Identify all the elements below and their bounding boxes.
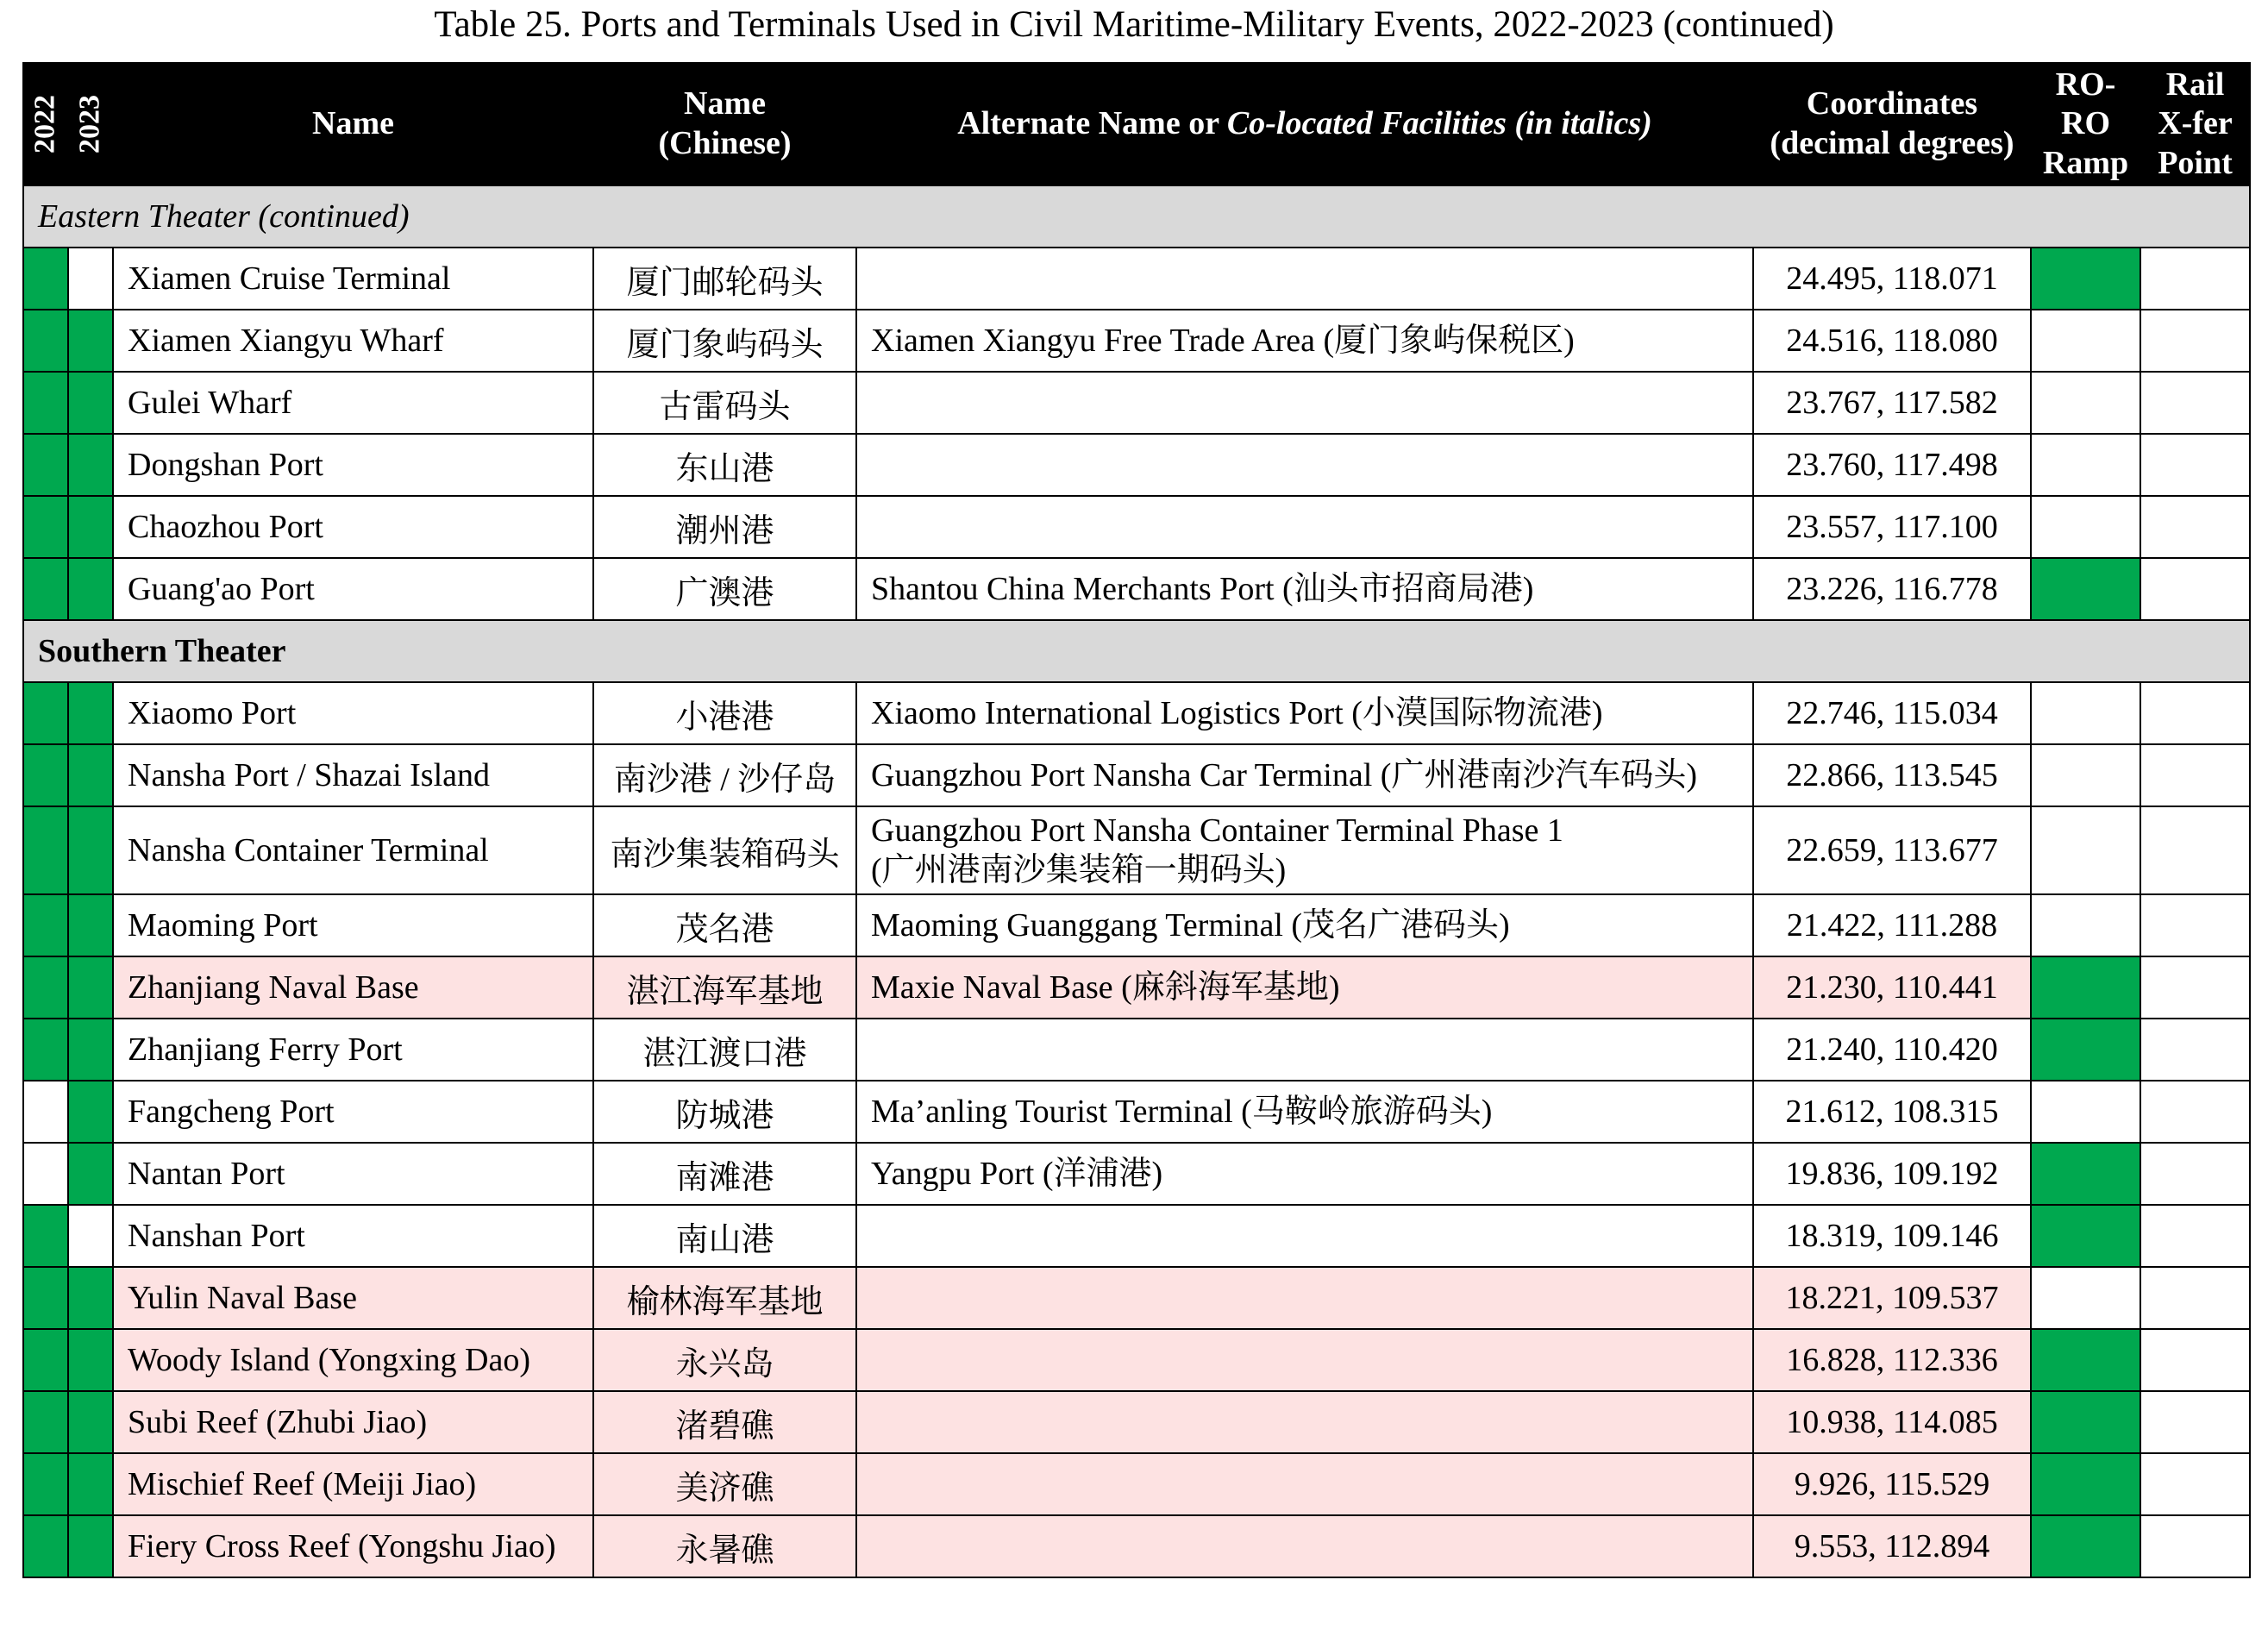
coordinates: 22.746, 115.034 (1753, 682, 2031, 744)
flag-roro-ramp (2031, 1267, 2140, 1329)
header-name-chinese (593, 63, 856, 185)
coordinates: 10.938, 114.085 (1753, 1391, 2031, 1453)
header-alt-italic: Co-located Facilities (in italics) (1226, 105, 1652, 142)
section-row (23, 620, 2250, 682)
table-row (23, 894, 2250, 956)
ports-table (22, 62, 2251, 1578)
alternate-name (856, 1453, 1753, 1515)
flag-2022 (23, 1019, 68, 1081)
alternate-name-line1: Shantou China Merchants Port (汕头市招商局港) (871, 570, 1534, 607)
port-name: Mischief Reef (Meiji Jiao) (113, 1453, 593, 1515)
flag-2023 (68, 1081, 113, 1143)
flag-roro-ramp (2031, 1391, 2140, 1453)
port-name: Woody Island (Yongxing Dao) (113, 1329, 593, 1391)
alternate-name (856, 1515, 1753, 1577)
table-body (23, 185, 2250, 1577)
coordinates: 23.226, 116.778 (1753, 558, 2031, 620)
port-name-chinese: 永暑礁 (593, 1515, 856, 1577)
alternate-name-line1: Maxie Naval Base (麻斜海军基地) (871, 969, 1340, 1006)
port-name-chinese: 潮州港 (593, 496, 856, 558)
header-rail-xfer (2140, 63, 2250, 185)
table-row (23, 558, 2250, 620)
header-alt-plain: Alternate Name or (957, 105, 1227, 142)
coordinates: 21.240, 110.420 (1753, 1019, 2031, 1081)
flag-rail-xfer (2140, 682, 2250, 744)
flag-roro-ramp (2031, 1515, 2140, 1577)
flag-2022 (23, 1391, 68, 1453)
port-name: Nansha Port / Shazai Island (113, 744, 593, 806)
flag-rail-xfer (2140, 1453, 2250, 1515)
table-row (23, 1267, 2250, 1329)
port-name-chinese: 广澳港 (593, 558, 856, 620)
table-row (23, 806, 2250, 894)
flag-2023 (68, 248, 113, 310)
table-row (23, 434, 2250, 496)
coordinates: 22.866, 113.545 (1753, 744, 2031, 806)
port-name: Yulin Naval Base (113, 1267, 593, 1329)
port-name-chinese: 渚碧礁 (593, 1391, 856, 1453)
port-name: Xiaomo Port (113, 682, 593, 744)
flag-roro-ramp (2031, 956, 2140, 1019)
table-row (23, 956, 2250, 1019)
port-name: Fangcheng Port (113, 1081, 593, 1143)
flag-2023 (68, 434, 113, 496)
flag-roro-ramp (2031, 682, 2140, 744)
port-name: Xiamen Xiangyu Wharf (113, 310, 593, 372)
flag-roro-ramp (2031, 434, 2140, 496)
alternate-name (856, 682, 1753, 744)
flag-2022 (23, 372, 68, 434)
coordinates: 18.319, 109.146 (1753, 1205, 2031, 1267)
port-name-chinese: 南沙港 / 沙仔岛 (593, 744, 856, 806)
port-name: Subi Reef (Zhubi Jiao) (113, 1391, 593, 1453)
alternate-name (856, 310, 1753, 372)
alternate-name-line1: Xiaomo International Logistics Port (小漠国际物流港) (871, 694, 1603, 731)
port-name: Nanshan Port (113, 1205, 593, 1267)
flag-2022 (23, 956, 68, 1019)
port-name: Dongshan Port (113, 434, 593, 496)
coordinates: 24.516, 118.080 (1753, 310, 2031, 372)
flag-2022 (23, 558, 68, 620)
flag-2022 (23, 1143, 68, 1205)
flag-roro-ramp (2031, 372, 2140, 434)
alternate-name-line1: Guangzhou Port Nansha Container Terminal Phase 1 (871, 812, 1563, 849)
flag-2022 (23, 1329, 68, 1391)
coordinates: 21.230, 110.441 (1753, 956, 2031, 1019)
flag-2022 (23, 744, 68, 806)
alternate-name (856, 248, 1753, 310)
alternate-name (856, 1019, 1753, 1081)
flag-roro-ramp (2031, 1143, 2140, 1205)
flag-2022 (23, 806, 68, 894)
flag-roro-ramp (2031, 1019, 2140, 1081)
table-row (23, 1453, 2250, 1515)
alternate-name (856, 372, 1753, 434)
flag-roro-ramp (2031, 496, 2140, 558)
alternate-name (856, 1081, 1753, 1143)
alternate-name (856, 894, 1753, 956)
flag-2023 (68, 1267, 113, 1329)
table-row (23, 1143, 2250, 1205)
flag-rail-xfer (2140, 248, 2250, 310)
table-row (23, 1515, 2250, 1577)
alternate-name (856, 1143, 1753, 1205)
port-name: Guang'ao Port (113, 558, 593, 620)
header-roro-line1: RO-RO (2055, 66, 2116, 142)
flag-roro-ramp (2031, 1081, 2140, 1143)
flag-rail-xfer (2140, 558, 2250, 620)
flag-2023 (68, 1019, 113, 1081)
flag-roro-ramp (2031, 1453, 2140, 1515)
flag-2022 (23, 310, 68, 372)
port-name-chinese: 防城港 (593, 1081, 856, 1143)
table-caption: Table 25. Ports and Terminals Used in Civil Maritime-Military Events, 2022-2023 (continued) (434, 4, 1834, 45)
coordinates: 21.612, 108.315 (1753, 1081, 2031, 1143)
port-name: Fiery Cross Reef (Yongshu Jiao) (113, 1515, 593, 1577)
header-coord-line2: (decimal degrees) (1770, 125, 2014, 161)
flag-2023 (68, 1143, 113, 1205)
coordinates: 16.828, 112.336 (1753, 1329, 2031, 1391)
header-name-chinese-line1: Name (684, 85, 766, 122)
flag-2023 (68, 1515, 113, 1577)
header-roro-line2: Ramp (2042, 144, 2129, 181)
flag-rail-xfer (2140, 806, 2250, 894)
flag-rail-xfer (2140, 1205, 2250, 1267)
port-name-chinese: 东山港 (593, 434, 856, 496)
port-name: Gulei Wharf (113, 372, 593, 434)
flag-rail-xfer (2140, 372, 2250, 434)
flag-2022 (23, 1515, 68, 1577)
flag-rail-xfer (2140, 1515, 2250, 1577)
header-alternate-name (856, 63, 1753, 185)
flag-rail-xfer (2140, 744, 2250, 806)
port-name: Maoming Port (113, 894, 593, 956)
flag-roro-ramp (2031, 310, 2140, 372)
alternate-name-line2: (广州港南沙集装箱一期码头) (871, 852, 1287, 888)
flag-2022 (23, 434, 68, 496)
flag-roro-ramp (2031, 1329, 2140, 1391)
flag-2023 (68, 558, 113, 620)
port-name-chinese: 湛江渡口港 (593, 1019, 856, 1081)
flag-2023 (68, 894, 113, 956)
flag-roro-ramp (2031, 1205, 2140, 1267)
alternate-name (856, 1267, 1753, 1329)
coordinates: 23.760, 117.498 (1753, 434, 2031, 496)
flag-2022 (23, 1205, 68, 1267)
header-roro-ramp (2031, 63, 2140, 185)
flag-rail-xfer (2140, 1019, 2250, 1081)
alternate-name (856, 434, 1753, 496)
table-row (23, 1081, 2250, 1143)
flag-2023 (68, 1329, 113, 1391)
port-name-chinese: 茂名港 (593, 894, 856, 956)
table-row (23, 1019, 2250, 1081)
flag-roro-ramp (2031, 806, 2140, 894)
flag-2023 (68, 372, 113, 434)
header-name-chinese-line2: (Chinese) (658, 125, 792, 161)
flag-2022 (23, 1081, 68, 1143)
section-row (23, 185, 2250, 248)
port-name-chinese: 小港港 (593, 682, 856, 744)
table-row (23, 1205, 2250, 1267)
flag-2023 (68, 1391, 113, 1453)
table-row (23, 496, 2250, 558)
flag-rail-xfer (2140, 1267, 2250, 1329)
alternate-name (856, 1329, 1753, 1391)
flag-2022 (23, 248, 68, 310)
table-row (23, 744, 2250, 806)
section-title: Southern Theater (23, 620, 2250, 682)
alternate-name-line1: Guangzhou Port Nansha Car Terminal (广州港南沙汽车码头) (871, 756, 1698, 793)
header-rail-line1: Rail (2165, 66, 2225, 103)
flag-rail-xfer (2140, 496, 2250, 558)
header-name: Name (113, 63, 593, 185)
coordinates: 9.553, 112.894 (1753, 1515, 2031, 1577)
alternate-name-line1: Xiamen Xiangyu Free Trade Area (厦门象屿保税区) (871, 322, 1575, 359)
header-coord-line1: Coordinates (1806, 85, 1978, 122)
coordinates: 22.659, 113.677 (1753, 806, 2031, 894)
alternate-name (856, 744, 1753, 806)
flag-2023 (68, 744, 113, 806)
flag-2023 (68, 806, 113, 894)
port-name-chinese: 古雷码头 (593, 372, 856, 434)
alternate-name (856, 1205, 1753, 1267)
port-name-chinese: 厦门象屿码头 (593, 310, 856, 372)
header-rail-line3: Point (2158, 144, 2233, 181)
table-row (23, 372, 2250, 434)
flag-2022 (23, 894, 68, 956)
flag-roro-ramp (2031, 558, 2140, 620)
flag-rail-xfer (2140, 894, 2250, 956)
port-name-chinese: 榆林海军基地 (593, 1267, 856, 1329)
flag-rail-xfer (2140, 1329, 2250, 1391)
flag-2022 (23, 1453, 68, 1515)
port-name: Xiamen Cruise Terminal (113, 248, 593, 310)
flag-2023 (68, 682, 113, 744)
port-name: Nantan Port (113, 1143, 593, 1205)
flag-rail-xfer (2140, 1391, 2250, 1453)
table-row (23, 1391, 2250, 1453)
flag-rail-xfer (2140, 1143, 2250, 1205)
alternate-name-line1: Yangpu Port (洋浦港) (871, 1155, 1163, 1192)
alternate-name (856, 558, 1753, 620)
alternate-name-line1: Ma’anling Tourist Terminal (马鞍岭旅游码头) (871, 1093, 1493, 1130)
port-name-chinese: 南滩港 (593, 1143, 856, 1205)
port-name: Zhanjiang Ferry Port (113, 1019, 593, 1081)
coordinates: 23.557, 117.100 (1753, 496, 2031, 558)
coordinates: 23.767, 117.582 (1753, 372, 2031, 434)
port-name-chinese: 湛江海军基地 (593, 956, 856, 1019)
alternate-name (856, 496, 1753, 558)
table-row (23, 248, 2250, 310)
table-row (23, 310, 2250, 372)
header-2022: 2022 (23, 63, 68, 185)
flag-2023 (68, 310, 113, 372)
header-rail-line2: X-fer (2158, 105, 2233, 142)
flag-roro-ramp (2031, 894, 2140, 956)
flag-2023 (68, 956, 113, 1019)
port-name: Zhanjiang Naval Base (113, 956, 593, 1019)
flag-rail-xfer (2140, 1081, 2250, 1143)
table-row (23, 682, 2250, 744)
flag-2023 (68, 496, 113, 558)
flag-roro-ramp (2031, 248, 2140, 310)
flag-roro-ramp (2031, 744, 2140, 806)
alternate-name (856, 806, 1753, 894)
flag-2023 (68, 1205, 113, 1267)
flag-rail-xfer (2140, 956, 2250, 1019)
coordinates: 21.422, 111.288 (1753, 894, 2031, 956)
flag-rail-xfer (2140, 434, 2250, 496)
section-title: Eastern Theater (continued) (23, 185, 2250, 248)
flag-2023 (68, 1453, 113, 1515)
port-name-chinese: 厦门邮轮码头 (593, 248, 856, 310)
port-name-chinese: 南山港 (593, 1205, 856, 1267)
port-name-chinese: 永兴岛 (593, 1329, 856, 1391)
port-name-chinese: 美济礁 (593, 1453, 856, 1515)
header-2023: 2023 (68, 63, 113, 185)
coordinates: 9.926, 115.529 (1753, 1453, 2031, 1515)
port-name-chinese: 南沙集装箱码头 (593, 806, 856, 894)
alternate-name (856, 1391, 1753, 1453)
port-name: Chaozhou Port (113, 496, 593, 558)
table-row (23, 1329, 2250, 1391)
coordinates: 24.495, 118.071 (1753, 248, 2031, 310)
header-row (23, 63, 2250, 185)
flag-2022 (23, 682, 68, 744)
flag-2022 (23, 1267, 68, 1329)
alternate-name (856, 956, 1753, 1019)
flag-rail-xfer (2140, 310, 2250, 372)
alternate-name-line1: Maoming Guanggang Terminal (茂名广港码头) (871, 906, 1510, 944)
flag-2022 (23, 496, 68, 558)
coordinates: 19.836, 109.192 (1753, 1143, 2031, 1205)
header-coordinates (1753, 63, 2031, 185)
coordinates: 18.221, 109.537 (1753, 1267, 2031, 1329)
port-name: Nansha Container Terminal (113, 806, 593, 894)
